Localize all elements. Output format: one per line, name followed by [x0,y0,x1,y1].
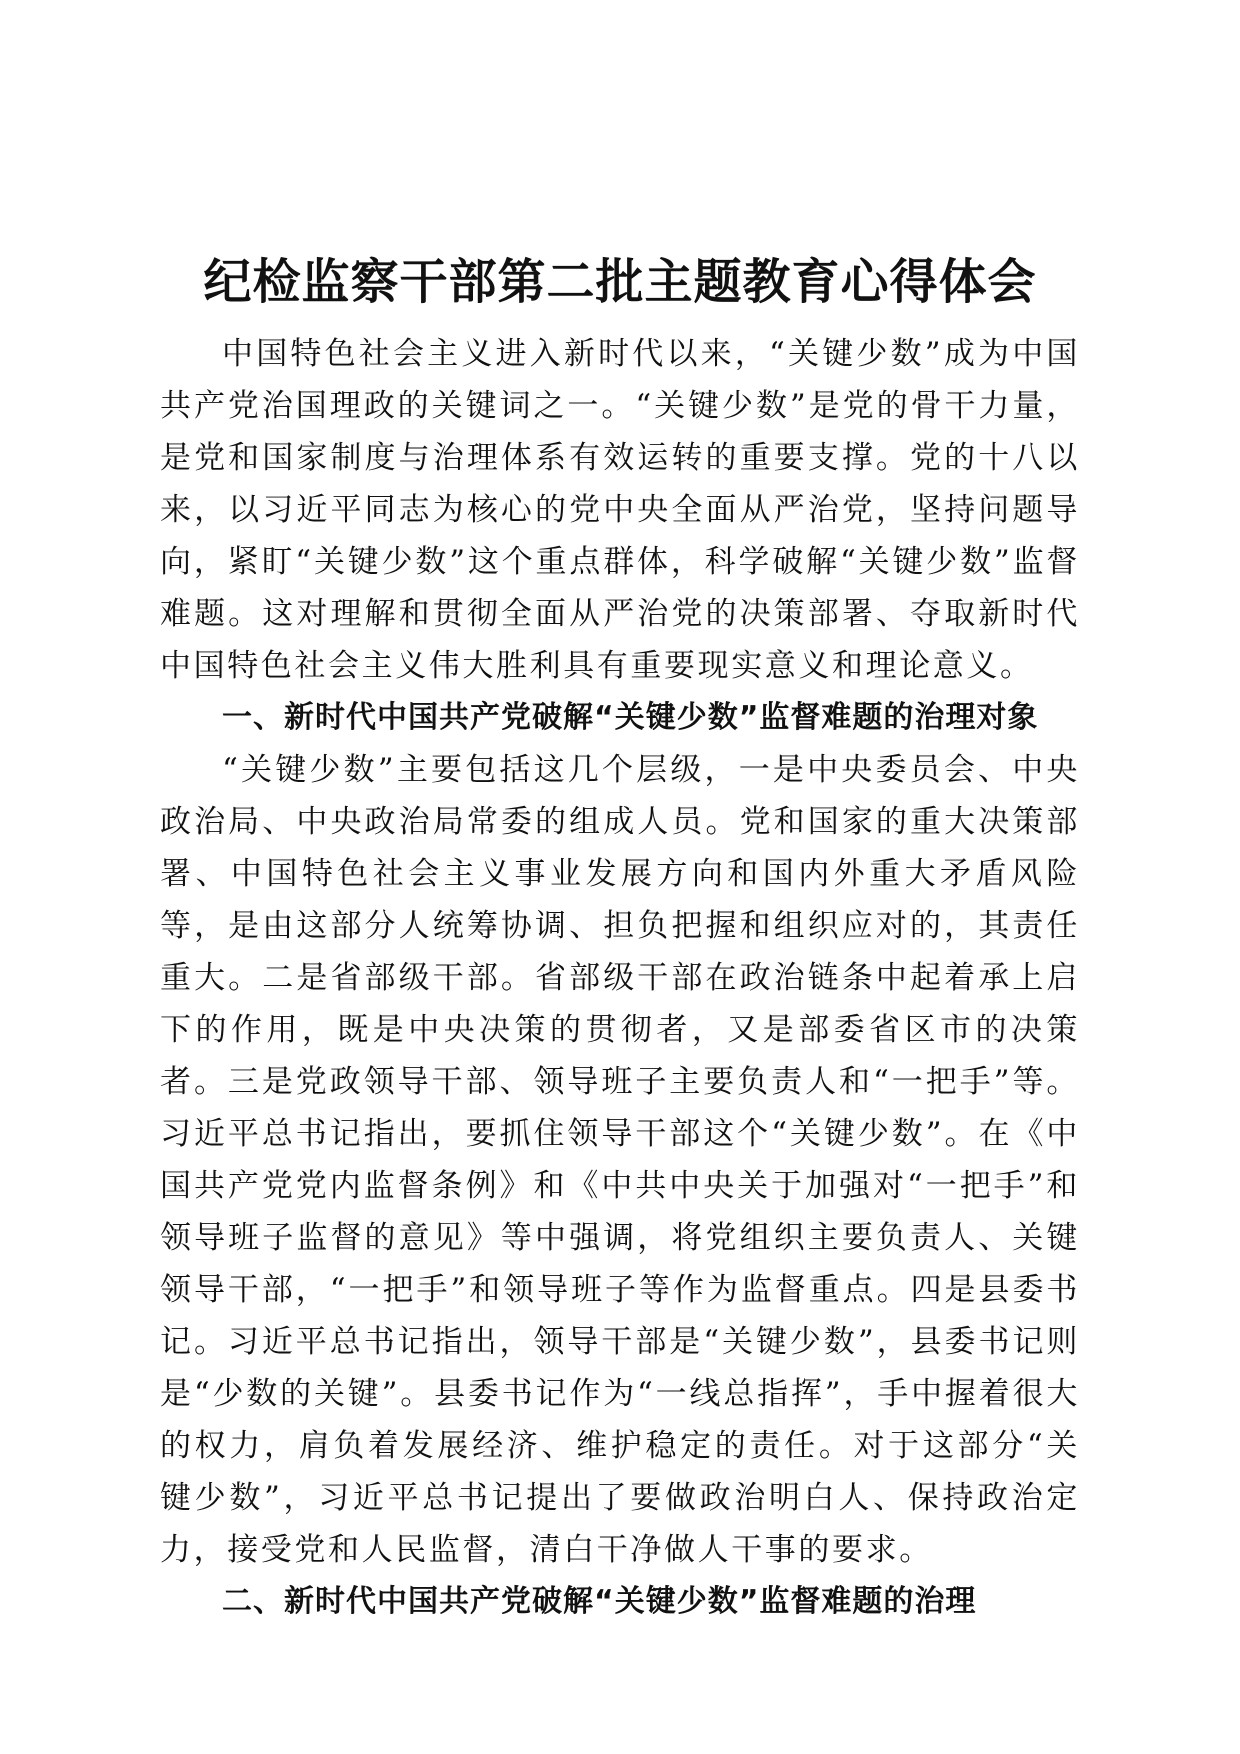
section-heading-1: 一、新时代中国共产党破解“关键少数”监督难题的治理对象 [222,700,1039,735]
section-1-paragraph: “关键少数”主要包括这几个层级，一是中央委员会、中央政治局、中央政治局常委的组成人员。党和国家的重大决策部署、中国特色社会主义事业发展方向和国内外重大矛盾风险等，是由这部分人统筹协调、担负把握和组织应对的，其责任重大。二是省部级干部。省部级干部在政治链条中起着承上启下的作用，既是中央决策的贯彻者，又是部委省区市的决策者。三是党政领导干部、领导班子主要负责人和“一把手”等。习近平总书记指出，要抓住领导干部这个“关键少数”。在《中国共产党党内监督条例》和《中共中央关于加强对“一把手”和领导班子监督的意见》等中强调，将党组织主要负责人、关键领导干部，“一把手”和领导班子等作为监督重点。四是县委书记。习近平总书记指出，领导干部是“关键少数”，县委书记则是“少数的关键”。县委书记作为“一线总指挥”，手中握着很大的权力，肩负着发展经济、维护稳定的责任。对于这部分“关键少数”，习近平总书记提出了要做政治明白人、保持政治定力，接受党和人民监督，清白干净做人干事的要求。 [160,752,1080,1568]
section-heading-2: 二、新时代中国共产党破解“关键少数”监督难题的治理 [222,1584,977,1619]
document-body [160,328,1080,1628]
document-title: 纪检监察干部第二批主题教育心得体会 [203,254,1037,310]
intro-paragraph: 中国特色社会主义进入新时代以来，“关键少数”成为中国共产党治国理政的关键词之一。“关键少数”是党的骨干力量，是党和国家制度与治理体系有效运转的重要支撑。党的十八以来，以习近平同志为核心的党中央全面从严治党，坚持问题导向，紧盯“关键少数”这个重点群体，科学破解“关键少数”监督难题。这对理解和贯彻全面从严治党的决策部署、夺取新时代中国特色社会主义伟大胜利具有重要现实意义和理论意义。 [160,336,1080,684]
